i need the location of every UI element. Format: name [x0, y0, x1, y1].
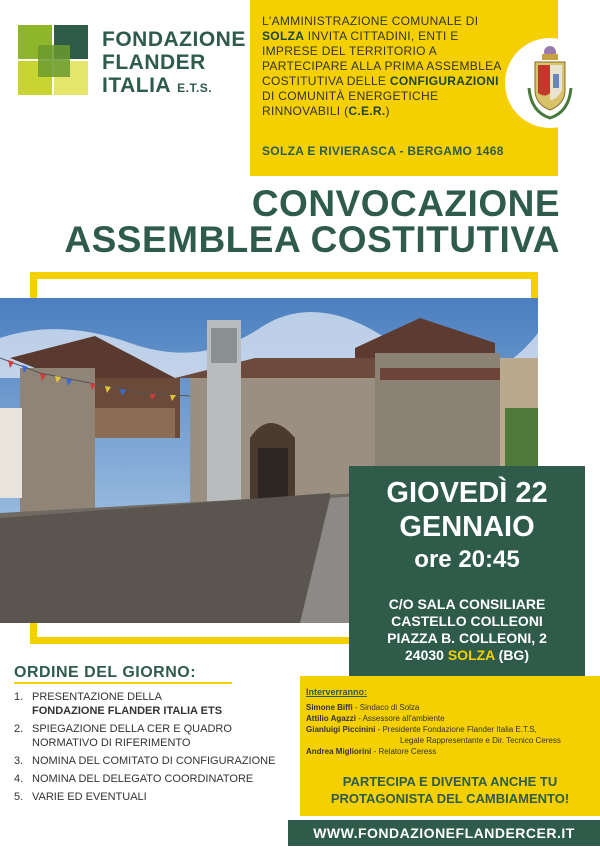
agenda-divider — [14, 682, 232, 684]
agenda-text: NOMINA DEL DELEGATO COORDINATORE — [32, 773, 254, 785]
invite-text — [262, 14, 502, 119]
invite-cer: C.E.R. — [348, 104, 386, 118]
venue-town: SOLZA — [447, 647, 495, 663]
agenda-item — [14, 722, 294, 750]
agenda-text: VARIE ED EVENTUALI — [32, 791, 147, 803]
event-date — [349, 476, 585, 544]
event-time: ore 20:45 — [414, 546, 520, 573]
agenda-text: PRESENTAZIONE DELLA — [32, 691, 162, 703]
agenda-number: 1. — [14, 691, 24, 703]
speaker-role-continued: Legale Rappresentante e Dir. Tecnico Ceress — [400, 736, 561, 745]
logo-line1: FONDAZIONE — [102, 28, 246, 51]
event-month: GENNAIO — [399, 511, 535, 543]
agenda-number: 5. — [14, 791, 24, 803]
speaker-role: - Assessore all'ambiente — [355, 714, 445, 723]
speaker-role: - Sindaco di Solza — [352, 703, 420, 712]
call-to-action — [300, 773, 600, 807]
event-day: GIOVEDÌ 22 — [386, 477, 548, 509]
speakers-title: Interverranno: — [306, 687, 368, 697]
foundation-logo-mark — [18, 25, 90, 97]
speaker-name: Attilio Agazzi — [306, 714, 356, 723]
invite-place: SOLZA E RIVIERASCA - BERGAMO 1468 — [262, 144, 504, 158]
agenda-number: 2. — [14, 723, 24, 735]
invite-solza: SOLZA — [262, 29, 305, 43]
speaker-item — [306, 724, 591, 735]
cta-line2: PROTAGONISTA DEL CAMBIAMENTO! — [330, 791, 570, 806]
cta-line1: PARTECIPA E DIVENTA ANCHE TU — [342, 774, 558, 789]
headline — [64, 183, 560, 260]
speakers-list — [306, 702, 591, 757]
logo-ets: E.T.S. — [177, 81, 213, 95]
invite-configurazioni: CONFIGURAZIONI — [389, 74, 499, 88]
speaker-role: - Relatore Ceress — [371, 747, 437, 756]
speaker-name: Simone Biffi — [306, 703, 353, 712]
headline-line2: ASSEMBLEA COSTITUTIVA — [64, 219, 560, 260]
agenda-text: NOMINA DEL COMITATO DI CONFIGURAZIONE — [32, 755, 276, 767]
agenda-text: SPIEGAZIONE DELLA CER E QUADRO NORMATIVO DI RIFERIMENTO — [32, 723, 232, 749]
speaker-item — [306, 713, 591, 724]
invite-part: INVITA CITTADINI, ENTI E IMPRESE DEL TERRITORIO A PARTECIPARE ALLA PRIMA ASSEMBLEA COSTITUTIVA DELLE — [262, 29, 502, 88]
venue-zip: 24030 — [405, 647, 448, 663]
speaker-role: - Presidente Fondazione Flander Italia E.T.S, — [375, 725, 537, 734]
foundation-logo-text — [102, 28, 246, 100]
agenda-list — [14, 690, 294, 808]
municipal-crest — [505, 38, 595, 128]
agenda-number: 4. — [14, 773, 24, 785]
venue-line3: PIAZZA B. COLLEONI, 2 — [387, 630, 547, 646]
speaker-name: Andrea Migliorini — [306, 747, 372, 756]
invite-part: L'AMMINISTRAZIONE COMUNALE DI — [262, 14, 479, 28]
event-venue — [349, 596, 585, 664]
speaker-name: Gianluigi Piccinini — [306, 725, 376, 734]
website-link[interactable]: WWW.FONDAZIONEFLANDERCER.IT — [313, 825, 575, 841]
logo-line2: FLANDER — [102, 51, 206, 74]
venue-line1: C/O SALA CONSILIARE — [388, 596, 546, 612]
venue-line2: CASTELLO COLLEONI — [391, 613, 543, 629]
logo-line3: ITALIA — [102, 74, 172, 97]
invite-part: DI COMUNITÀ ENERGETICHE RINNOVABILI ( — [262, 89, 439, 118]
agenda-item — [14, 754, 294, 768]
agenda-title: ORDINE DEL GIORNO: — [14, 664, 197, 681]
agenda-item — [14, 690, 294, 718]
agenda-number: 3. — [14, 755, 24, 767]
headline-line1: CONVOCAZIONE — [251, 183, 560, 224]
agenda-text-bold: FONDAZIONE FLANDER ITALIA ETS — [32, 705, 223, 717]
invite-part: ) — [385, 104, 390, 118]
agenda-item — [14, 772, 294, 786]
speaker-item — [306, 702, 591, 713]
agenda-item — [14, 790, 294, 804]
speaker-item — [306, 746, 591, 757]
venue-province: (BG) — [494, 647, 529, 663]
